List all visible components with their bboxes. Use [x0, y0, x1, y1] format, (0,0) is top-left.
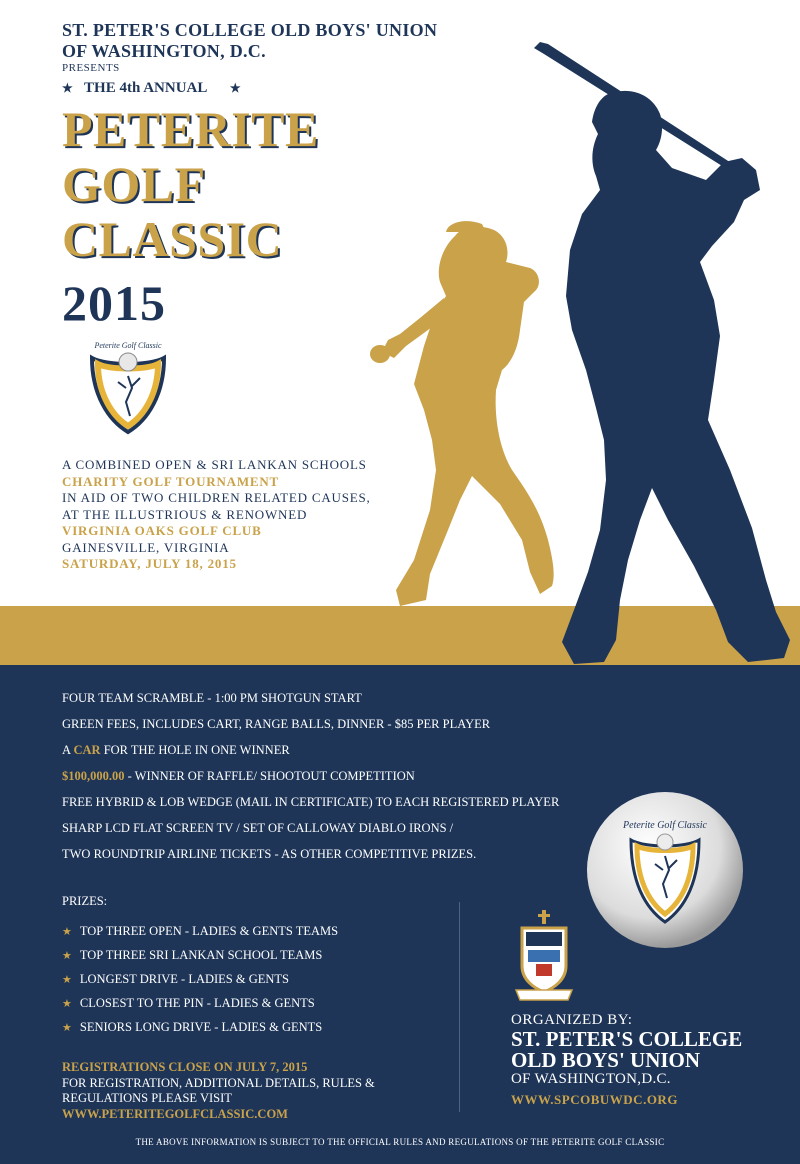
star-icon: ★	[62, 950, 72, 962]
annual-text: THE 4th ANNUAL	[84, 80, 208, 96]
golf-ball-icon	[585, 790, 745, 950]
logo-text: Peterite Golf Classic	[94, 341, 162, 350]
venue-city: GAINESVILLE, VIRGINIA	[62, 539, 230, 555]
registration-deadline: REGISTRATIONS CLOSE ON JULY 7, 2015	[62, 1060, 308, 1074]
detail-row: GREEN FEES, INCLUDES CART, RANGE BALLS, DINNER - $85 PER PLAYER	[62, 717, 491, 731]
venue-name: VIRGINIA OAKS GOLF CLUB	[62, 523, 262, 538]
organizer-name-2: OLD BOYS' UNION	[511, 1048, 701, 1072]
prize-text: CLOSEST TO THE PIN - LADIES & GENTS	[79, 996, 315, 1010]
desc-line-1: A COMBINED OPEN & SRI LANKAN SCHOOLS	[62, 457, 367, 472]
crest-icon	[514, 910, 574, 1002]
event-date: SATURDAY, JULY 18, 2015	[62, 556, 237, 571]
footer-disclaimer: THE ABOVE INFORMATION IS SUBJECT TO THE OFFICIAL RULES AND REGULATIONS OF THE PETERITE GOLF CLASSIC	[135, 1137, 665, 1147]
registration-text: REGULATIONS PLEASE VISIT	[62, 1091, 232, 1105]
prize-item	[62, 972, 338, 996]
prize-text: TOP THREE OPEN - LADIES & GENTS TEAMS	[79, 924, 339, 938]
registration-text: FOR REGISTRATION, ADDITIONAL DETAILS, RULES &	[62, 1075, 375, 1090]
prize-item	[62, 924, 338, 948]
title-line-1: PETERITE	[62, 101, 319, 157]
event-year: 2015	[62, 275, 166, 331]
organizer-block	[511, 1012, 742, 1108]
title-line-3: CLASSIC	[62, 211, 283, 267]
organization-header	[62, 20, 437, 62]
star-icon: ★	[229, 81, 241, 95]
title-line-2: GOLF	[62, 156, 206, 212]
star-icon: ★	[62, 926, 72, 938]
female-golfer-silhouette	[370, 221, 554, 606]
detail-row: FOUR TEAM SCRAMBLE - 1:00 PM SHOTGUN START	[62, 691, 362, 705]
organizer-name-1: ST. PETER'S COLLEGE	[511, 1027, 743, 1051]
organized-by-label: ORGANIZED BY:	[511, 1012, 633, 1028]
organizer-location: OF WASHINGTON,D.C.	[511, 1071, 671, 1087]
prize-text: LONGEST DRIVE - LADIES & GENTS	[79, 972, 290, 986]
detail-row: TWO ROUNDTRIP AIRLINE TICKETS - AS OTHER COMPETITIVE PRIZES.	[62, 847, 477, 861]
event-details	[62, 690, 559, 872]
organizer-url[interactable]: WWW.SPCOBUWDC.ORG	[511, 1092, 678, 1107]
ball-logo-text: Peterite Golf Classic	[623, 820, 707, 831]
annual-label	[62, 80, 241, 97]
prizes-list	[62, 924, 338, 1044]
org-line-1: ST. PETER'S COLLEGE OLD BOYS' UNION	[62, 20, 438, 40]
detail-text: - WINNER OF RAFFLE/ SHOOTOUT COMPETITION	[124, 769, 415, 783]
prize-item	[62, 948, 338, 972]
star-icon: ★	[62, 974, 72, 986]
prizes-heading: PRIZES:	[62, 894, 108, 908]
detail-highlight: CAR	[73, 743, 101, 757]
desc-line-2: CHARITY GOLF TOURNAMENT	[62, 473, 280, 489]
detail-row: FREE HYBRID & LOB WEDGE (MAIL IN CERTIFICATE) TO EACH REGISTERED PLAYER	[62, 795, 560, 809]
prize-item	[62, 996, 338, 1020]
column-divider	[459, 902, 460, 1112]
detail-highlight: $100,000.00	[62, 769, 125, 783]
presents-label: PRESENTS	[62, 62, 120, 74]
desc-line-3: IN AID OF TWO CHILDREN RELATED CAUSES,	[62, 490, 371, 505]
desc-line-4: AT THE ILLUSTRIOUS & RENOWNED	[62, 506, 308, 522]
registration-url[interactable]: WWW.PETERITEGOLFCLASSIC.COM	[62, 1106, 288, 1121]
detail-text: FOR THE HOLE IN ONE WINNER	[100, 743, 290, 757]
registration-info	[62, 1060, 375, 1122]
detail-row	[62, 742, 559, 768]
org-line-2: OF WASHINGTON, D.C.	[62, 41, 266, 61]
detail-row: SHARP LCD FLAT SCREEN TV / SET OF CALLOWAY DIABLO IRONS /	[62, 821, 454, 835]
detail-row	[62, 768, 559, 794]
prize-text: TOP THREE SRI LANKAN SCHOOL TEAMS	[79, 948, 323, 962]
prize-text: SENIORS LONG DRIVE - LADIES & GENTS	[79, 1020, 323, 1034]
detail-text: A	[62, 743, 74, 757]
event-description	[62, 457, 371, 573]
star-icon: ★	[62, 1022, 72, 1034]
star-icon: ★	[62, 998, 72, 1010]
peterite-golf-classic-logo	[78, 336, 178, 436]
star-icon: ★	[62, 81, 73, 95]
prize-item	[62, 1020, 338, 1044]
male-golfer-silhouette	[534, 42, 790, 664]
